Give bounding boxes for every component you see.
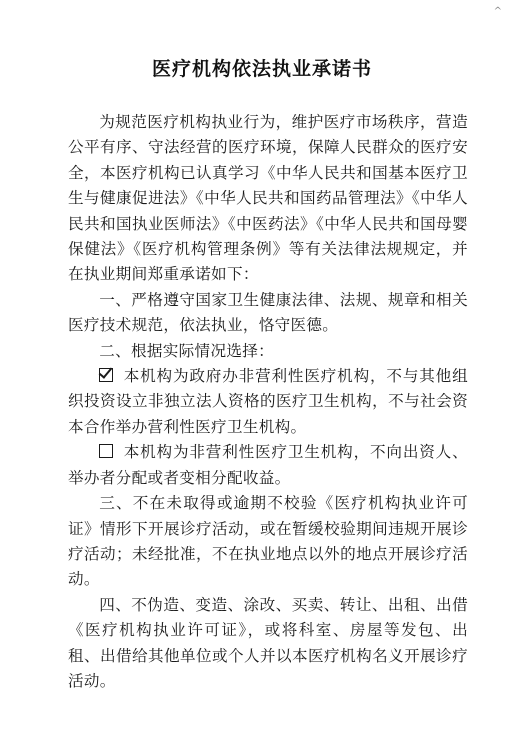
option-a-paragraph (68, 364, 468, 440)
option-b-paragraph (68, 440, 468, 491)
document-body (68, 110, 468, 694)
corner-mark: ^ (493, 6, 502, 17)
commitment-item-3: 三、不在未取得或逾期不校验《医疗机构执业许可证》情形下开展诊疗活动，或在暂缓校验期间违规开展诊疗活动；未经批准，不在执业地点以外的地点开展诊疗活动。 (68, 494, 468, 589)
commitment-item-1: 一、严格遵守国家卫生健康法律、法规、规章和相关医疗技术规范，依法执业，恪守医德。 (68, 290, 468, 335)
commitment-item-2-heading: 二、根据实际情况选择： (99, 341, 275, 360)
option-a-checkbox[interactable] (99, 368, 113, 382)
document-title: 医疗机构依法执业承诺书 (151, 58, 372, 80)
intro-paragraph: 为规范医疗机构执业行为，维护医疗市场秩序，营造公平有序、守法经营的医疗环境，保障人民群众的医疗安全，本医疗机构已认真学习《中华人民共和国基本医疗卫生与健康促进法》《中华人民共和国药品管理法》《中华人民共和国执业医师法》《中医药法》《中华人民共和国母婴保健法》《医疗机构管理条例》等有关法律法规规定，并在执业期间郑重承诺如下： (68, 113, 468, 284)
option-b-checkbox[interactable] (99, 444, 113, 458)
option-a-text: 本机构为政府办非营利性医疗机构，不与其他组织投资设立非独立法人资格的医疗卫生机构，不与社会资本合作举办营利性医疗卫生机构。 (68, 367, 468, 436)
commitment-item-4: 四、不伪造、变造、涂改、买卖、转让、出租、出借《医疗机构执业许可证》，或将科室、房屋等发包、出租、出借给其他单位或个人并以本医疗机构名义开展诊疗活动。 (68, 595, 468, 690)
option-b-text: 本机构为非营利性医疗卫生机构，不向出资人、举办者分配或者变相分配收益。 (68, 443, 468, 487)
